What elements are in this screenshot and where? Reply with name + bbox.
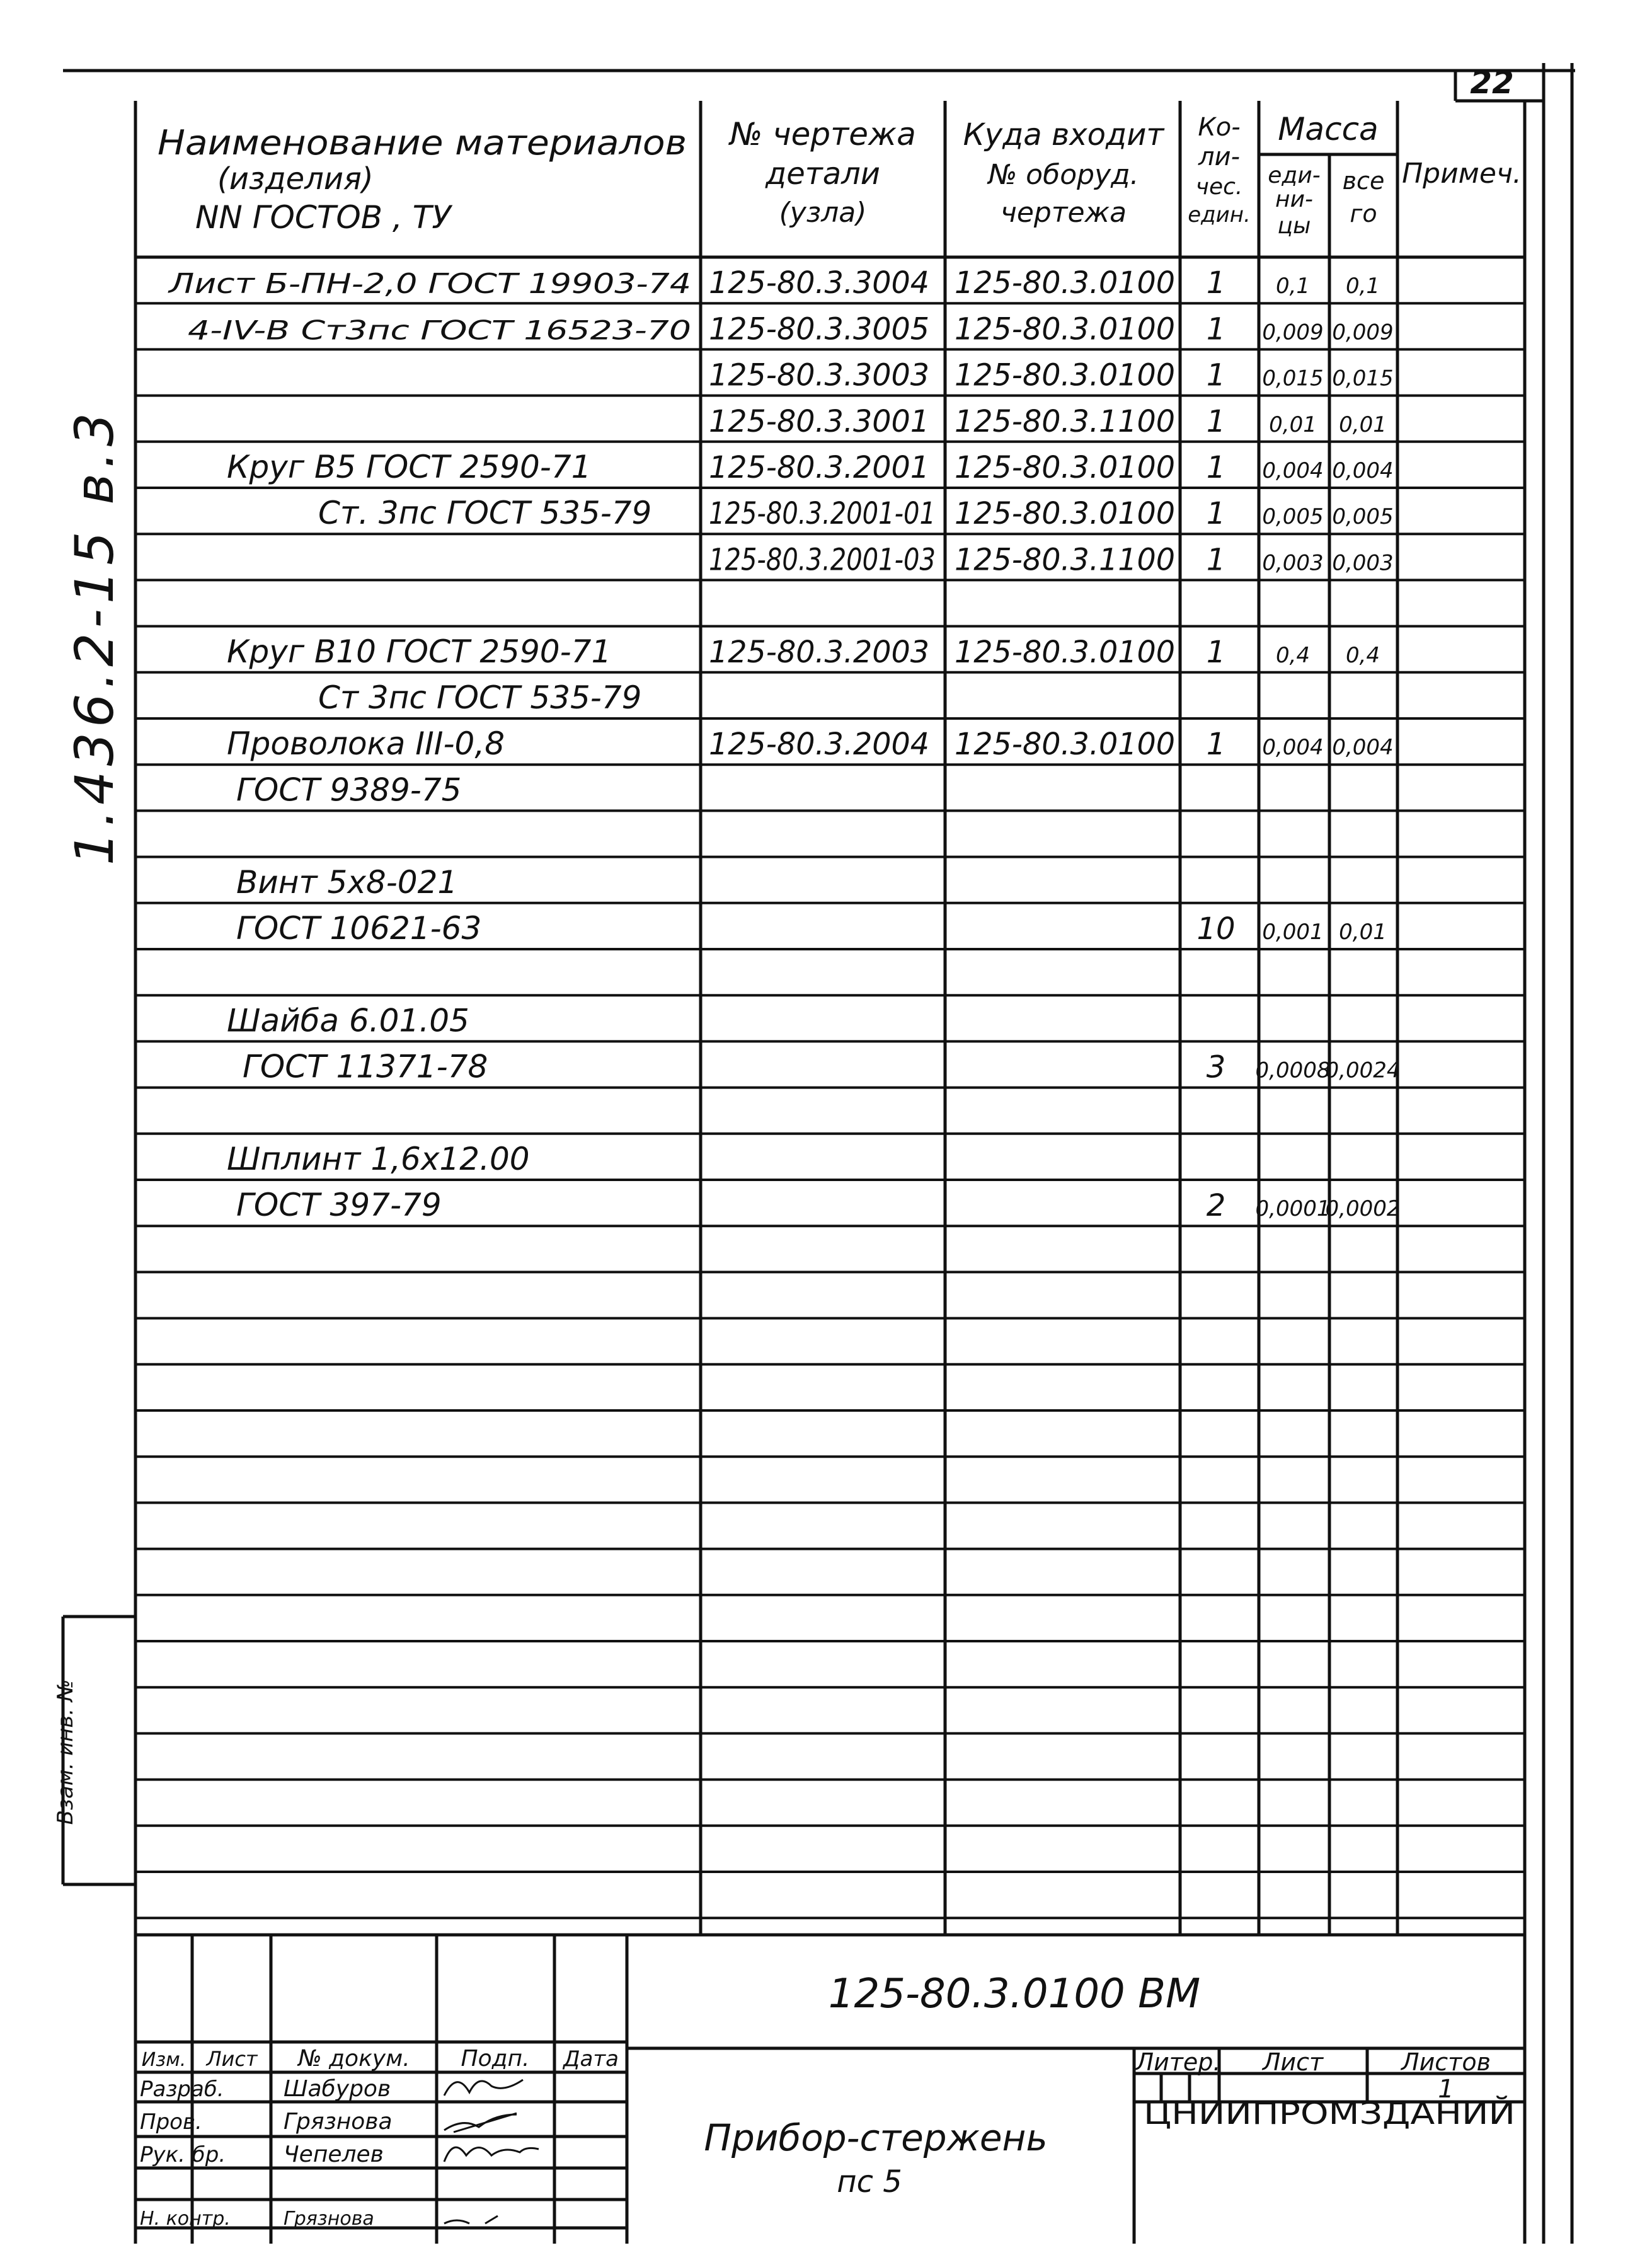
organization: ЦНИИПРОМЗДАНИЙ: [1144, 2096, 1458, 2131]
assembly-drawing: 125-80.3.0100: [955, 727, 1175, 763]
unit-mass: 0,003: [1262, 550, 1324, 576]
quantity: 1: [1206, 403, 1226, 439]
header-qty-line-4: един.: [1188, 202, 1251, 228]
sheets-label: Листов: [1401, 2048, 1491, 2076]
table-row: [709, 358, 1394, 393]
material-name: Круг В5 ГОСТ 2590-71: [227, 449, 592, 485]
header-name-line-2: (изделия): [217, 161, 374, 197]
unit-mass: 0,0001: [1255, 1196, 1331, 1222]
table-row: [709, 404, 1387, 439]
header-total-line-1: все: [1342, 167, 1385, 195]
material-name: Шайба 6.01.05: [227, 1002, 469, 1039]
material-name: Винт 5х8-021: [236, 863, 458, 901]
material-rows: [168, 265, 1401, 1223]
name-checker: Грязнова: [284, 2109, 393, 2135]
table-header: [158, 111, 1522, 239]
drawing-number: 125-80.3.2004: [709, 727, 929, 763]
total-mass: 0,009: [1332, 320, 1394, 345]
unit-mass: 0,01: [1269, 412, 1317, 437]
material-name: ГОСТ 397-79: [236, 1187, 442, 1224]
quantity: 1: [1206, 634, 1226, 670]
quantity: 1: [1206, 496, 1226, 532]
drawing-number: 125-80.3.3003: [709, 357, 929, 393]
header-where-line-2: № оборуд.: [988, 159, 1139, 191]
material-name: ГОСТ 11371-78: [243, 1048, 488, 1085]
role-developer: Разраб.: [140, 2077, 224, 2102]
material-name: 4-IV-В Ст3пс ГОСТ 16523-70: [188, 314, 691, 346]
drawing-number: 125-80.3.3005: [709, 311, 929, 347]
unit-mass: 0,005: [1262, 504, 1324, 530]
header-name-line-3: NN ГОСТОВ , ТУ: [195, 199, 451, 236]
header-total-line-2: го: [1350, 200, 1377, 228]
total-mass: 0,004: [1332, 458, 1394, 483]
drawing-number: 125-80.3.3004: [709, 265, 929, 301]
header-mass: Масса: [1278, 111, 1379, 147]
material-name: Ст. 3пс ГОСТ 535-79: [318, 495, 652, 532]
total-mass: 0,01: [1339, 412, 1387, 437]
assembly-drawing: 125-80.3.0100: [955, 450, 1175, 485]
table-row: [227, 1141, 530, 1177]
material-name: ГОСТ 9389-75: [236, 771, 462, 809]
product-subtitle: пс 5: [837, 2164, 902, 2200]
header-qty-line-1: Ко-: [1198, 113, 1241, 142]
assembly-drawing: 125-80.3.0100: [955, 357, 1175, 393]
header-where-line-3: чертежа: [1000, 197, 1127, 229]
table-row: [227, 1002, 469, 1039]
unit-mass: 0,009: [1262, 320, 1324, 345]
quantity: 1: [1206, 450, 1226, 485]
quantity: 3: [1206, 1049, 1226, 1085]
header-where-line-1: Куда входит: [963, 117, 1164, 153]
assembly-drawing: 125-80.3.0100: [955, 496, 1175, 532]
col-doc: № докум.: [298, 2046, 410, 2072]
total-mass: 0,005: [1332, 504, 1394, 530]
product-title: Прибор-стержень: [704, 2116, 1048, 2159]
header-unit-line-3: цы: [1277, 213, 1311, 239]
header-qty-line-3: чес.: [1195, 174, 1243, 200]
header-qty-line-2: ли-: [1198, 142, 1240, 171]
header-unit-line-2: ни-: [1275, 187, 1313, 212]
assembly-drawing: 125-80.3.0100: [955, 265, 1175, 301]
total-mass: 0,0002: [1325, 1196, 1401, 1222]
unit-mass: 0,4: [1275, 642, 1311, 668]
material-name: ГОСТ 10621-63: [236, 910, 482, 947]
quantity: 1: [1206, 542, 1226, 578]
doc-code: 125-80.3.0100 ВМ: [828, 1971, 1201, 2017]
col-list: Лист: [206, 2047, 258, 2071]
unit-mass: 0,004: [1262, 735, 1324, 761]
quantity: 1: [1206, 265, 1226, 301]
table-row: [318, 679, 641, 716]
table-row: [227, 633, 1380, 670]
header-drawing-line-1: № чертежа: [730, 116, 916, 153]
table-row: [236, 771, 461, 808]
name-norm-control: Грязнова: [284, 2208, 374, 2230]
header-name-line-1: Наименование материалов: [158, 123, 687, 163]
total-mass: 0,4: [1345, 642, 1380, 668]
title-block: [140, 1971, 1515, 2230]
name-developer: Шабуров: [284, 2076, 391, 2102]
total-mass: 0,1: [1345, 274, 1380, 299]
drawing-number: 125-80.3.2001-01: [709, 496, 936, 532]
total-mass: 0,003: [1332, 550, 1394, 576]
sheet-label: Лист: [1262, 2048, 1324, 2076]
quantity: 1: [1206, 357, 1226, 393]
assembly-drawing: 125-80.3.0100: [955, 634, 1175, 670]
unit-mass: 0,0008: [1255, 1058, 1331, 1083]
quantity: 2: [1206, 1188, 1226, 1224]
drawing-number: 125-80.3.3001: [709, 403, 929, 439]
page-number: 22: [1470, 64, 1514, 101]
unit-mass: 0,1: [1275, 274, 1311, 299]
drawing-number: 125-80.3.2001-03: [709, 542, 936, 578]
drawing-number: 125-80.3.2003: [709, 634, 929, 670]
col-date: Дата: [563, 2046, 619, 2072]
side-note: Взам. инв. №: [53, 1679, 78, 1825]
total-mass: 0,004: [1332, 735, 1394, 761]
drawing-number: 125-80.3.2001: [709, 450, 929, 485]
quantity: 1: [1206, 727, 1226, 763]
header-note: Примеч.: [1402, 158, 1522, 190]
material-name: Проволока III-0,8: [227, 725, 505, 763]
unit-mass: 0,001: [1262, 920, 1324, 945]
table-row: [236, 864, 457, 901]
unit-mass: 0,004: [1262, 458, 1324, 483]
role-team-lead: Рук. бр.: [140, 2142, 226, 2167]
material-name: Лист Б-ПН-2,0 ГОСТ 19903-74: [167, 268, 691, 301]
material-name: Шплинт 1,6х12.00: [227, 1141, 530, 1177]
header-drawing-line-2: детали: [766, 156, 880, 192]
quantity: 10: [1196, 911, 1236, 947]
assembly-drawing: 125-80.3.0100: [955, 311, 1175, 347]
name-team-lead: Чепелев: [284, 2142, 384, 2167]
col-sign: Подп.: [461, 2046, 530, 2072]
table-row: [227, 449, 1394, 485]
table-row: [709, 542, 1394, 577]
table-row: [243, 1049, 1400, 1085]
assembly-drawing: 125-80.3.1100: [955, 542, 1175, 578]
table-row: [188, 311, 1394, 347]
unit-mass: 0,015: [1262, 366, 1324, 391]
total-mass: 0,015: [1332, 366, 1394, 391]
sheets-value: 1: [1438, 2075, 1454, 2104]
table-row: [236, 910, 1387, 947]
col-izm: Изм.: [141, 2049, 186, 2071]
role-checker: Пров.: [140, 2109, 202, 2135]
table-row: [227, 725, 1394, 762]
assembly-drawing: 125-80.3.1100: [955, 403, 1175, 439]
header-drawing-line-3: (узла): [779, 197, 867, 229]
liter-label: Литер.: [1135, 2048, 1221, 2076]
table-row: [318, 495, 1394, 531]
material-name: Ст 3пс ГОСТ 535-79: [318, 679, 642, 716]
header-unit-line-1: еди-: [1268, 163, 1321, 188]
table-row: [168, 265, 1380, 301]
material-name: Круг В10 ГОСТ 2590-71: [227, 633, 612, 670]
role-norm-control: Н. контр.: [140, 2208, 231, 2230]
total-mass: 0,01: [1339, 920, 1387, 945]
side-code: 1.436.2-15 в.3: [64, 407, 125, 866]
table-row: [236, 1187, 1400, 1223]
quantity: 1: [1206, 311, 1226, 347]
total-mass: 0,0024: [1325, 1058, 1401, 1083]
